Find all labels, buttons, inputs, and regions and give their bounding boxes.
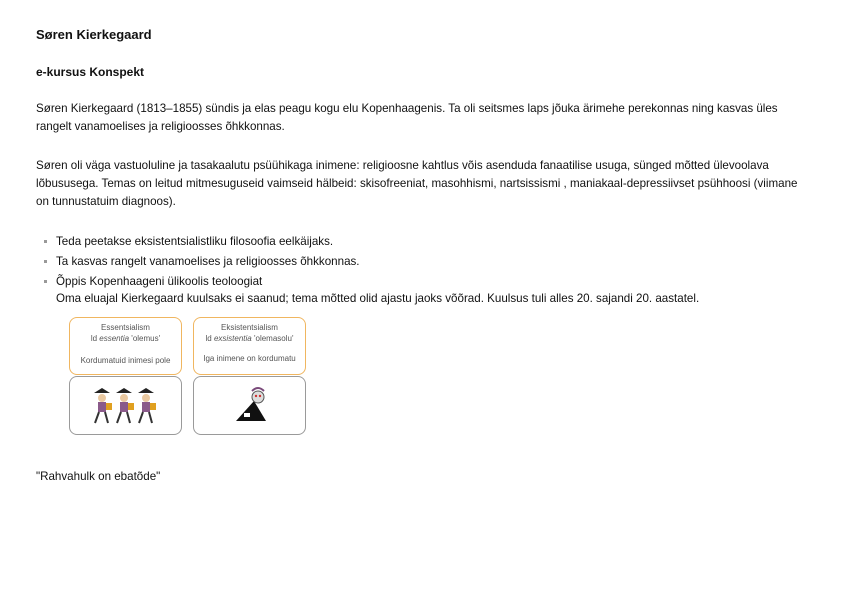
document-subtitle: e-kursus Konspekt	[36, 65, 145, 79]
unique-figure-illustration	[194, 377, 305, 434]
essentialism-caption: Kordumatuid inimesi pole	[80, 356, 171, 365]
essentialism-etymology: ld essentia 'olemus'	[90, 334, 161, 343]
identical-people-card	[69, 376, 182, 435]
identical-figures-illustration	[70, 377, 181, 434]
document-title: Søren Kierkegaard	[36, 27, 152, 42]
existentialism-heading: Eksistentsialism	[221, 323, 278, 332]
existentialism-caption: Iga inimene on kordumatu	[203, 354, 296, 363]
fame-note: Oma eluajal Kierkegaard kuulsaks ei saanud; tema mõtted olid ajastu jaoks võõrad. Kuulsus tuli alles 20. sajandi 20. aastatel.	[56, 292, 700, 305]
essentialism-heading: Essentsialism	[101, 323, 150, 332]
paragraph-psyche: Søren oli väga vastuoluline ja tasakaalutu psüühikaga inimene: religioosne kahtlus võis asenduda fanaatilise usuga, sünged mõtted ülevoolava lõbususega. Temas on leitud mitmesuguseid vaimseid hälbeid: skisofreeniat, masohhismi, nartsissismi , maniakaal-depressiivset psühhoosi (viimane on tunnustatuim diagnoos).	[36, 159, 798, 208]
essentialism-card	[69, 317, 182, 375]
unique-person-card	[193, 376, 306, 435]
existentialism-etymology: ld exsistentia 'olemasolu'	[205, 334, 294, 343]
paragraph-intro: Søren Kierkegaard (1813–1855) sündis ja elas peagu kogu elu Kopenhaagenis. Ta oli seitsmes laps jõuka ärimehe perekonnas ning kasvas üles rangelt vanamoelises ja religioosses õhkkonnas.	[36, 102, 778, 133]
figure-icon	[94, 388, 112, 423]
list-item: Õppis Kopenhaageni ülikoolis teoloogiat	[40, 272, 360, 292]
figure-icon	[138, 388, 156, 423]
list-item: Teda peetakse eksistentsialistliku filosoofia eelkäijaks.	[40, 232, 360, 252]
bullet-list	[40, 232, 360, 292]
existentialism-card	[193, 317, 306, 375]
figure-icon	[116, 388, 134, 423]
list-item: Ta kasvas rangelt vanamoelises ja religioosses õhkkonnas.	[40, 252, 360, 272]
quote: "Rahvahulk on ebatõde"	[36, 470, 161, 483]
